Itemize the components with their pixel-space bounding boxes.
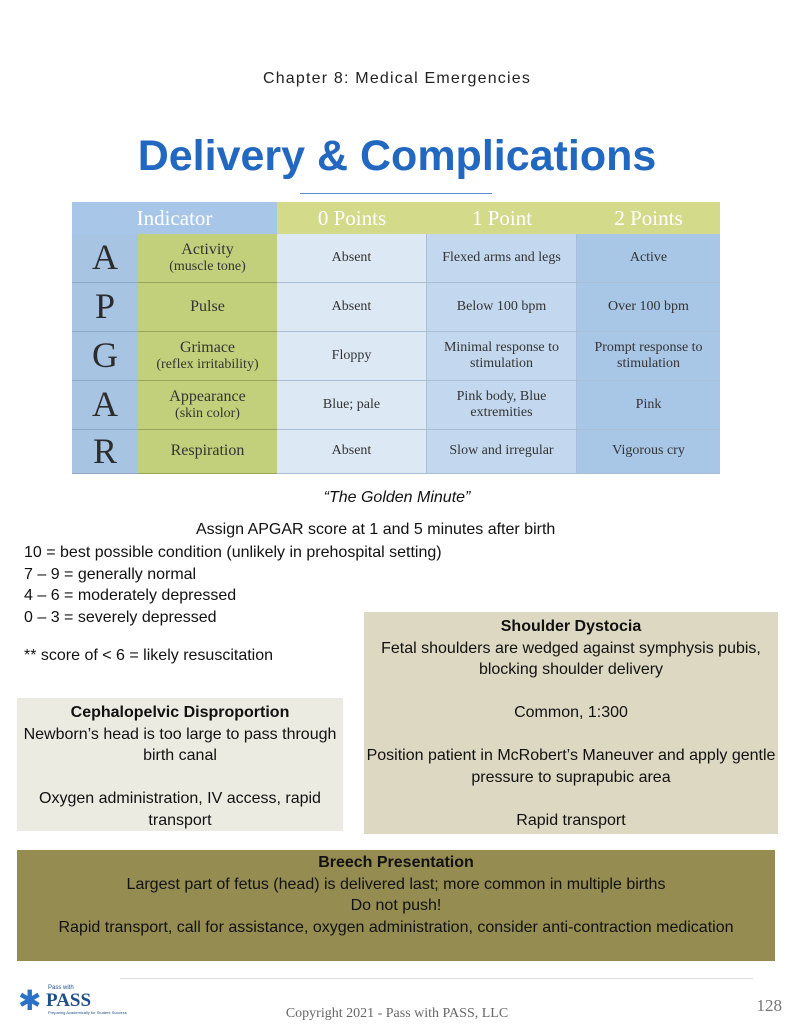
score-1-cell: Pink body, Blue extremities [427, 381, 577, 430]
score-0-cell: Absent [277, 430, 427, 474]
apgar-letter: A [72, 234, 138, 283]
criterion-label: Activity [181, 240, 234, 258]
header-0-points: 0 Points [277, 202, 427, 234]
star-of-life-icon: ✱ [18, 985, 42, 1016]
criterion-cell [138, 381, 277, 430]
criterion-sublabel: (muscle tone) [169, 259, 246, 275]
assign-score-text: Assign APGAR score at 1 and 5 minutes after birth [196, 521, 556, 538]
title-underline [300, 193, 492, 194]
score-2-cell: Pink [577, 381, 720, 430]
cephalopelvic-box [17, 698, 343, 831]
score-2-cell: Active [577, 234, 720, 283]
logo-main-text: PASS [46, 990, 92, 1011]
criterion-sublabel: (reflex irritability) [156, 357, 259, 373]
score-1-cell: Flexed arms and legs [427, 234, 577, 283]
score-line: 4 – 6 = moderately depressed [24, 587, 237, 604]
score-line: 10 = best possible condition (unlikely in prehospital setting) [24, 544, 442, 561]
chapter-heading: Chapter 8: Medical Emergencies [262, 70, 532, 87]
box-text: Newborn’s head is too large to pass through birth canal [23, 725, 337, 764]
score-1-cell: Below 100 bpm [427, 283, 577, 332]
box-title: Cephalopelvic Disproportion [70, 704, 290, 721]
score-0-cell: Absent [277, 283, 427, 332]
score-0-cell: Blue; pale [277, 381, 427, 430]
box-text: Position patient in McRobert’s Maneuver and apply gentle pressure to suprapubic area [366, 747, 776, 786]
criterion-cell [138, 430, 277, 474]
footer-divider [120, 978, 753, 979]
shoulder-dystocia-box [364, 612, 778, 834]
criterion-cell [138, 234, 277, 283]
criterion-sublabel: (skin color) [175, 406, 240, 422]
breech-presentation-box [17, 850, 775, 961]
score-0-cell: Floppy [277, 332, 427, 381]
apgar-letter: A [72, 381, 138, 430]
copyright-text: Copyright 2021 - Pass with PASS, LLC [285, 1006, 509, 1021]
criterion-cell [138, 283, 277, 332]
criterion-label: Grimace [179, 338, 236, 356]
score-1-cell: Minimal response to stimulation [427, 332, 577, 381]
box-title: Breech Presentation [318, 854, 474, 871]
score-1-cell: Slow and irregular [427, 430, 577, 474]
criterion-label: Respiration [170, 442, 245, 460]
box-text: Fetal shoulders are wedged against symphysis pubis, blocking shoulder delivery [381, 639, 761, 678]
header-1-point: 1 Point [427, 202, 577, 234]
header-2-points: 2 Points [577, 202, 720, 234]
logo-top-text: Pass with [48, 985, 74, 991]
apgar-letter: P [72, 283, 138, 332]
box-text: Largest part of fetus (head) is delivered last; more common in multiple births [126, 875, 666, 893]
apgar-table [72, 202, 720, 474]
box-title: Shoulder Dystocia [500, 618, 642, 635]
box-text: Common, 1:300 [514, 704, 628, 721]
header-indicator: Indicator [72, 202, 277, 234]
score-0-cell: Absent [277, 234, 427, 283]
page-title: Delivery & Complications [137, 132, 657, 180]
box-text: Do not push! [350, 897, 442, 914]
score-2-cell: Prompt response to stimulation [577, 332, 720, 381]
box-text: Oxygen administration, IV access, rapid transport [39, 790, 321, 829]
score-line: 0 – 3 = severely depressed [24, 608, 217, 626]
box-text: Rapid transport, call for assistance, oxygen administration, consider anti-contraction medication [58, 918, 734, 936]
criterion-label: Pulse [190, 297, 225, 315]
page-number: 128 [756, 996, 782, 1015]
score-2-cell: Over 100 bpm [577, 283, 720, 332]
score-line: 7 – 9 = generally normal [24, 565, 197, 583]
criterion-label: Appearance [169, 387, 246, 405]
box-text: Rapid transport [516, 811, 626, 829]
criterion-cell [138, 332, 277, 381]
golden-minute-caption: “The Golden Minute” [323, 489, 471, 506]
apgar-letter: G [72, 332, 138, 381]
resuscitation-note: ** score of < 6 = likely resuscitation [24, 647, 274, 664]
logo-tagline: Preparing Academically for Student Success [48, 1010, 127, 1015]
apgar-letter: R [72, 430, 138, 474]
score-2-cell: Vigorous cry [577, 430, 720, 474]
